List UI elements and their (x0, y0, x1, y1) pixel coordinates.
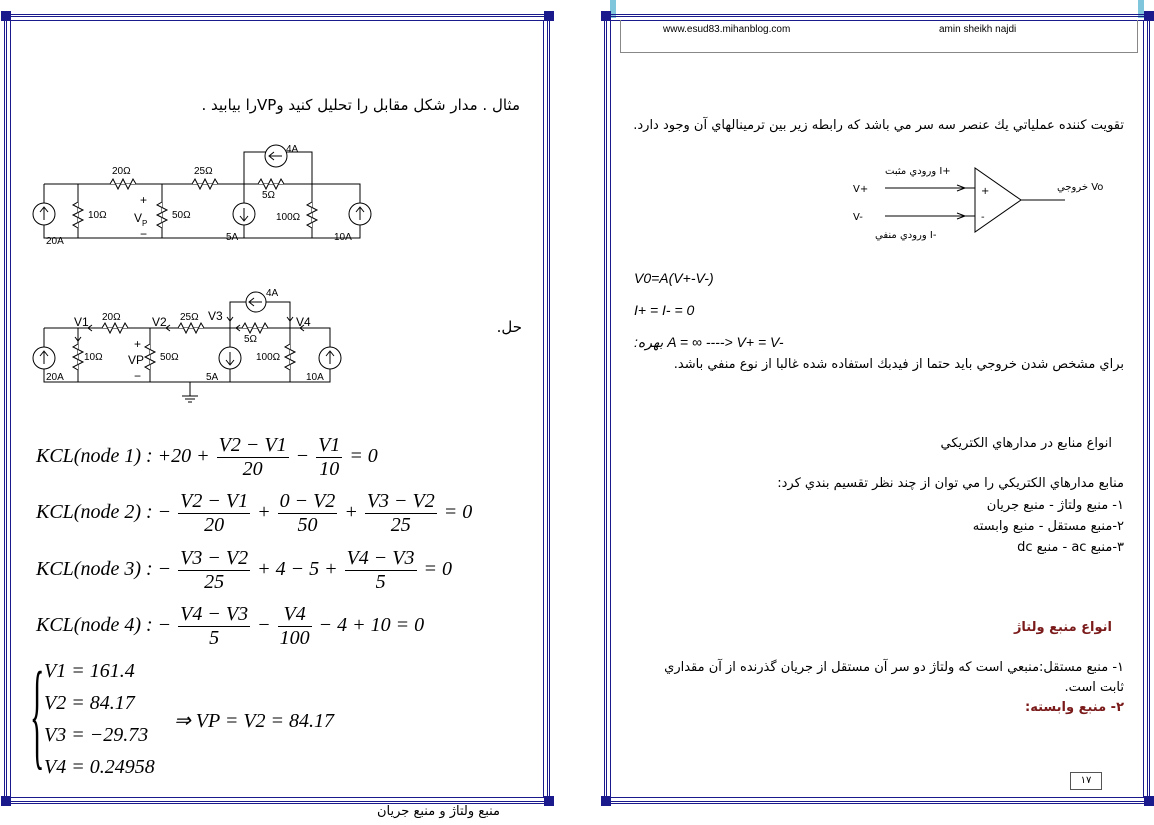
opamp-minus-input-label: ورودي منفي I- (875, 230, 937, 241)
circuit1-label: 4A (286, 144, 299, 155)
voltage-dependent-item: ۲- منبع وابسته: (1025, 700, 1124, 715)
circuit1-label: 25Ω (194, 166, 213, 177)
circuit2-label: V1 (74, 315, 89, 329)
circuit1-label: 20Ω (112, 166, 131, 177)
voltage-independent-item: ۱- منبع مستقل:منبعي است كه ولتاژ دو سر آن مستقل از جريان گذرنده از آن مقداري ثابت است. (664, 660, 1124, 695)
circuit2-label: V3 (208, 309, 223, 323)
solution-v1: V1 = 161.4 (44, 660, 135, 682)
voltage-sources-title: انواع منبع ولتاژ (1013, 620, 1112, 635)
circuit1-label: − (140, 227, 148, 241)
formula-currents: I+ = I- = 0 (634, 302, 695, 318)
page-header (620, 20, 1138, 53)
circuit1-label: 100Ω (276, 212, 301, 223)
right-page (600, 0, 1154, 813)
kcl-node-1-equation: KCL(node 1) : +20 + $\frac{V2 - V1}{20}$ − $\frac{V1}{10}$ = 0 (36, 434, 378, 480)
circuit2-label: 4A (266, 288, 279, 299)
opamp-vplus: V+ (853, 184, 869, 195)
circuit1-label: + (140, 193, 148, 207)
opamp-intro: تقويت كننده عملياتي يك عنصر سه سر مي باشد كه رابطه زير بين ترمينالهاي آن وجود دارد. (633, 118, 1124, 133)
sources-list-item: ۱- منبع ولتاژ - منبع جريان (986, 498, 1124, 513)
circuit2-label: 5A (206, 372, 219, 383)
circuit-diagram-2 (30, 284, 370, 410)
header-author: amin sheikh najdi (939, 24, 1017, 35)
left-page (0, 0, 556, 819)
opamp-output-label: خروجي Vo (1057, 182, 1104, 193)
circuit2-label: 100Ω (256, 352, 281, 363)
opamp-vminus: V- (853, 212, 863, 223)
circuit1-label: 5Ω (262, 190, 276, 201)
circuit2-label: VP (128, 353, 145, 367)
bottom-cut-text: منبع ولتاژ و منبع جريان (377, 804, 500, 819)
circuit1-label: 10A (334, 232, 352, 243)
example-text: مثال . مدار شكل مقابل را تحليل كنيد وVPرا بيابيد . (201, 96, 520, 114)
solution-v2: V2 = 84.17 (44, 692, 135, 714)
circuit2-label: − (134, 369, 142, 383)
formula-gain: V0=A(V+-V-) (634, 270, 714, 286)
solution-v4: V4 = 0.24958 (44, 756, 155, 778)
kcl-node-3-equation: KCL(node 3) : − $\frac{V3 - V2}{25}$ + 4 − 5 + $\frac{V4 - V3}{5}$ = 0 (36, 547, 453, 593)
kcl-node-4-equation: KCL(node 4) : − $\frac{V4 - V3}{5}$ − $\frac{V4}{100}$ − 4 + 10 = 0 (36, 603, 425, 649)
page-number: ۱۷ (1070, 772, 1102, 790)
brace-symbol: { (30, 650, 45, 782)
opamp-minus-sign: - (981, 212, 985, 223)
formula-infinite-gain: :بهره A = ∞ ----> V+ = V- (634, 334, 784, 350)
sources-intro: منابع مدارهاي الكتريكي را مي توان از چند نظر تقسيم بندي كرد: (777, 476, 1124, 491)
circuit2-label: 50Ω (160, 352, 179, 363)
corner-ornament (1144, 11, 1154, 21)
feedback-note: براي مشخص شدن خروجي بايد حتما از فيدبك استفاده شده غالبا از نوع منفي باشد. (673, 357, 1124, 372)
circuit1-label: V (134, 211, 143, 225)
header-url: www.esud83.mihanblog.com (663, 24, 791, 35)
solution-label: حل. (496, 318, 522, 336)
sources-title: انواع منابع در مدارهاي الكتريكي (940, 436, 1112, 451)
circuit2-label: 20Ω (102, 312, 121, 323)
corner-ornament (544, 11, 554, 21)
opamp-plus-sign: + (981, 186, 990, 197)
corner-ornament (544, 796, 554, 806)
corner-ornament (1, 796, 11, 806)
circuit2-label: V4 (296, 315, 311, 329)
circuit1-label: 20A (46, 236, 64, 247)
circuit2-label: 5Ω (244, 334, 258, 345)
circuit2-label: 10A (306, 372, 324, 383)
circuit2-label: 20A (46, 372, 64, 383)
circuit1-label: 50Ω (172, 210, 191, 221)
circuit1-label: 5A (226, 232, 239, 243)
opamp-plus-input-label: ورودي مثبت I+ (885, 166, 951, 177)
corner-ornament (1144, 796, 1154, 806)
solution-v3: V3 = −29.73 (44, 724, 149, 746)
circuit2-label: V2 (152, 315, 167, 329)
opamp-diagram (845, 160, 1125, 250)
circuit1-label: 10Ω (88, 210, 107, 221)
sources-list-item: ۳-منبع ac - منبع dc (1017, 540, 1124, 555)
kcl-node-2-equation: KCL(node 2) : − $\frac{V2 - V1}{20}$ + $\frac{0 - V2}{50}$ + $\frac{V3 - V2}{25}$ = 0 (36, 490, 473, 536)
corner-ornament (601, 11, 611, 21)
circuit2-label: + (134, 337, 142, 351)
corner-ornament (1, 11, 11, 21)
circuit2-label: 25Ω (180, 312, 199, 323)
page-gap (564, 0, 600, 813)
corner-ornament (601, 796, 611, 806)
sources-list-item: ۲-منبع مستقل - منبع وابسته (972, 519, 1124, 534)
circuit-diagram-1 (30, 140, 370, 250)
circuit2-label: 10Ω (84, 352, 103, 363)
circuit1-label: P (142, 219, 148, 228)
result-vp: ⇒ VP = V2 = 84.17 (174, 710, 335, 732)
